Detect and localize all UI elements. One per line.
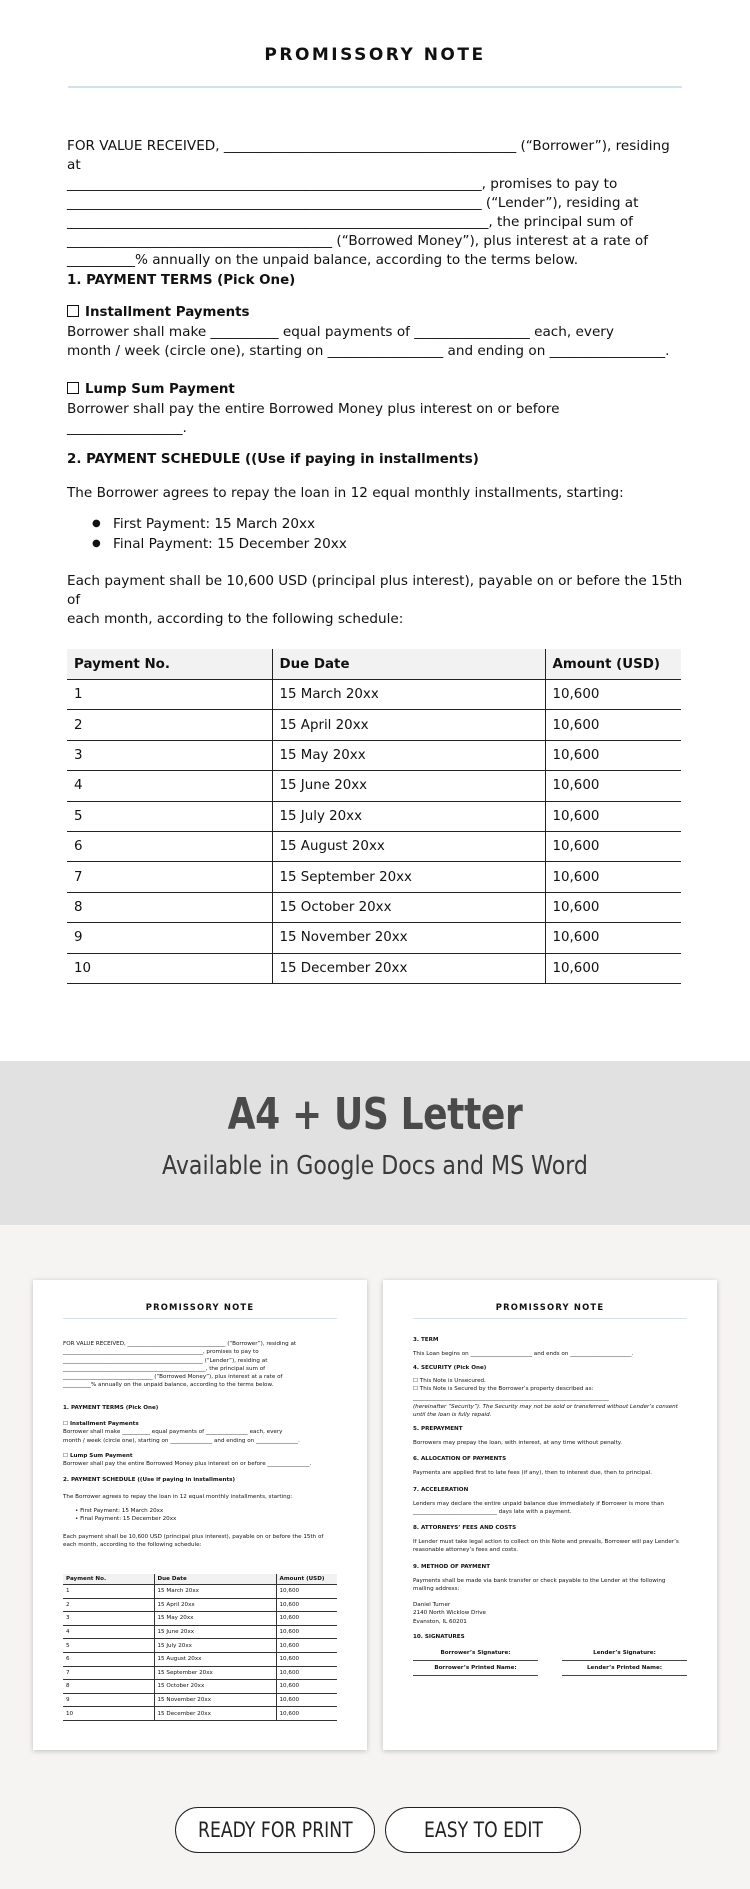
intro-line: _____________________________________________________________ (“Lender”), residing at <box>67 195 639 211</box>
option-label: This Note is Unsecured. <box>419 1378 486 1384</box>
column-header: Payment No. <box>63 1574 154 1585</box>
section-heading: 8. ATTORNEYS’ FEES AND COSTS <box>413 1525 517 1531</box>
option-heading: Installment Payments <box>85 305 250 320</box>
text-line: Each payment shall be 10,600 USD (principal plus interest), payable on or before the 15th of <box>67 573 683 608</box>
option-heading: ☐ Installment Payments <box>63 1421 139 1427</box>
table-cell: 15 November 20xx <box>272 923 545 953</box>
table-cell: 5 <box>63 1639 154 1653</box>
table-cell: 10 <box>67 953 272 983</box>
text-line: reasonable attorney’s fees and costs. <box>413 1547 519 1554</box>
document-title: PROMISSORY NOTE <box>264 45 486 65</box>
option-line: ☐ This Note is Unsecured. <box>413 1378 486 1384</box>
table-row <box>63 1585 337 1599</box>
section-text: This Loan begins on ______________________ and ends on ______________________. <box>413 1351 634 1357</box>
column-header: Amount (USD) <box>276 1574 337 1585</box>
page-preview-1 <box>33 1280 367 1750</box>
table-row <box>67 801 681 831</box>
security-options <box>413 1377 689 1402</box>
table-cell: 8 <box>67 892 272 922</box>
table-cell: 15 December 20xx <box>154 1707 276 1721</box>
table-cell: 2 <box>67 710 272 740</box>
format-banner <box>0 1061 750 1225</box>
signature-line <box>562 1660 687 1661</box>
table-cell: 10,600 <box>276 1585 337 1599</box>
borrower-signature-label: Borrower’s Signature: <box>440 1650 511 1656</box>
column-header: Payment No. <box>67 649 272 680</box>
option-heading: Lump Sum Payment <box>85 382 235 397</box>
lender-signature-label: Lender’s Signature: <box>593 1650 656 1656</box>
table-cell: 15 December 20xx <box>272 953 545 983</box>
table-cell: 10,600 <box>545 710 681 740</box>
text-line: mailing address: <box>413 1586 460 1593</box>
title-divider <box>68 86 682 88</box>
text-line: __________________________________________________ (“Lender”), residing at <box>63 1357 268 1364</box>
text-line: __________% annually on the unpaid balance, according to the terms below. <box>63 1382 274 1389</box>
table-cell: 15 November 20xx <box>154 1693 276 1707</box>
option-installment <box>63 1420 339 1445</box>
table-cell: 10,600 <box>545 831 681 861</box>
option-heading: ☐ Lump Sum Payment <box>63 1453 133 1459</box>
schedule-note <box>63 1533 339 1550</box>
intro-line: ______________________________________________________________, the principal sum of <box>67 214 633 230</box>
column-header: Due Date <box>154 1574 276 1585</box>
section-text <box>413 1577 689 1594</box>
text-line: each month, according to the following schedule: <box>63 1542 202 1549</box>
table-cell: 10,600 <box>276 1693 337 1707</box>
address-line: Daniel Turner <box>413 1602 451 1608</box>
section-text: Borrowers may prepay the loan, with interest, at any time without penalty. <box>413 1440 623 1446</box>
table-row <box>67 771 681 801</box>
section-heading: 2. PAYMENT SCHEDULE ((Use if paying in installments) <box>63 1477 236 1483</box>
table-cell: 6 <box>63 1652 154 1666</box>
table-row <box>67 862 681 892</box>
table-cell: 10,600 <box>545 740 681 770</box>
table-row <box>63 1666 337 1680</box>
option-line: ☐ This Note is Secured by the Borrower’s property described as: <box>413 1386 594 1393</box>
option-label: This Note is Secured by the Borrower’s property described as: <box>419 1386 594 1393</box>
table-cell: 15 April 20xx <box>154 1598 276 1612</box>
payment-schedule-table <box>67 649 681 984</box>
ready-for-print-button[interactable] <box>175 1807 375 1853</box>
table-row <box>63 1680 337 1694</box>
table-cell: 10,600 <box>276 1598 337 1612</box>
table-cell: 3 <box>67 740 272 770</box>
section-text <box>413 1538 689 1555</box>
table-cell: 2 <box>63 1598 154 1612</box>
table-cell: 10,600 <box>545 801 681 831</box>
lump-sum-text: Borrower shall pay the entire Borrowed Money plus interest on or before _________________. <box>67 401 560 436</box>
bullet-text: First Payment: 15 March 20xx <box>80 1508 164 1514</box>
table-cell: 7 <box>67 862 272 892</box>
intro-line: __________% annually on the unpaid balance, according to the terms below. <box>67 252 579 268</box>
title-divider <box>63 1318 337 1319</box>
text-line: Each payment shall be 10,600 USD (principal plus interest), payable on or before the 15th of <box>63 1534 324 1540</box>
table-row <box>63 1693 337 1707</box>
table-cell: 7 <box>63 1666 154 1680</box>
table-row <box>67 831 681 861</box>
table-cell: 15 October 20xx <box>154 1680 276 1694</box>
table-cell: 10,600 <box>545 923 681 953</box>
intro-line: _____________________________________________________________, promises to pay to <box>67 176 618 192</box>
table-cell: 1 <box>67 680 272 710</box>
table-row <box>63 1639 337 1653</box>
table-cell: 9 <box>67 923 272 953</box>
table-cell: 10 <box>63 1707 154 1721</box>
column-header: Amount (USD) <box>545 649 681 680</box>
text-line: (hereinafter “Security”). The Security may not be sold or transferred without Lender’s consent <box>413 1404 678 1410</box>
table-cell: 10,600 <box>276 1680 337 1694</box>
text-line: ___________________________________________________, the principal sum of <box>63 1365 266 1372</box>
table-cell: 1 <box>63 1585 154 1599</box>
borrower-name-label: Borrower’s Printed Name: <box>434 1665 517 1671</box>
intro-line: FOR VALUE RECEIVED, ___________________________________________ (“Borrower”), residing at <box>67 138 670 173</box>
title-divider <box>413 1318 687 1319</box>
list-item: ● First Payment: 15 March 20xx <box>92 514 347 534</box>
table-cell: 10,600 <box>276 1652 337 1666</box>
option-lump-sum <box>67 382 235 397</box>
schedule-intro: The Borrower agrees to repay the loan in 12 equal monthly installments, starting: <box>67 485 624 501</box>
text-line: ______________________________ days late with a payment. <box>413 1509 572 1516</box>
list-item: ● Final Payment: 15 December 20xx <box>92 534 347 554</box>
table-row <box>63 1625 337 1639</box>
preview-intro <box>63 1340 339 1390</box>
text-line: Borrower shall make __________ equal payments of _________________ each, every <box>67 324 614 340</box>
mailing-address <box>413 1601 689 1626</box>
table-row <box>67 892 681 922</box>
preview-title: PROMISSORY NOTE <box>495 1302 605 1312</box>
table-cell: 9 <box>63 1693 154 1707</box>
text-line: month / week (circle one), starting on _________________ and ending on _________________. <box>67 343 670 359</box>
table-row <box>63 1612 337 1626</box>
address-line: Evanston, IL 60201 <box>413 1618 467 1625</box>
table-cell: 10,600 <box>545 771 681 801</box>
table-cell: 15 September 20xx <box>154 1666 276 1680</box>
text-line: __________________________________________________, promises to pay to <box>63 1349 259 1356</box>
section-heading: 5. PREPAYMENT <box>413 1426 463 1432</box>
table-cell: 15 July 20xx <box>272 801 545 831</box>
table-cell: 15 June 20xx <box>272 771 545 801</box>
schedule-note <box>67 572 683 629</box>
table-cell: 10,600 <box>276 1612 337 1626</box>
table-cell: 15 September 20xx <box>272 862 545 892</box>
section-heading: 6. ALLOCATION OF PAYMENTS <box>413 1456 507 1462</box>
section-heading: 10. SIGNATURES <box>413 1634 465 1640</box>
section-text <box>413 1500 689 1517</box>
checkbox-icon[interactable] <box>67 382 79 394</box>
bullet-text: Final Payment: 15 December 20xx <box>80 1516 177 1523</box>
table-row <box>67 953 681 983</box>
table-cell: 6 <box>67 831 272 861</box>
section-heading: 1. PAYMENT TERMS (Pick One) <box>67 273 296 288</box>
lender-name-label: Lender’s Printed Name: <box>586 1665 663 1671</box>
table-cell: 10,600 <box>276 1639 337 1653</box>
table-row <box>67 710 681 740</box>
table-cell: 10,600 <box>276 1625 337 1639</box>
signature-line <box>413 1675 538 1676</box>
intro-line: _______________________________________ (“Borrowed Money”), plus interest at a rate of <box>67 233 648 249</box>
table-cell: 5 <box>67 801 272 831</box>
banner-heading: A4 + US Letter <box>227 1089 523 1140</box>
text-line: If Lender must take legal action to collect on this Note and prevails, Borrower will pay Lender’s <box>413 1539 679 1545</box>
table-row <box>67 923 681 953</box>
table-cell: 15 August 20xx <box>272 831 545 861</box>
text-line: each month, according to the following schedule: <box>67 611 404 627</box>
list-item: • Final Payment: 15 December 20xx <box>75 1516 177 1523</box>
table-cell: 15 July 20xx <box>154 1639 276 1653</box>
installment-text <box>67 323 683 361</box>
table-cell: 4 <box>67 771 272 801</box>
text-line: FOR VALUE RECEIVED, ___________________________________ (“Borrower”), residing at <box>63 1341 297 1347</box>
text-line: Borrower shall make __________ equal payments of _______________ each, every <box>63 1429 283 1436</box>
table-row <box>67 680 681 710</box>
option-lump-sum <box>63 1452 339 1469</box>
schedule-intro: The Borrower agrees to repay the loan in 12 equal monthly installments, starting: <box>63 1494 293 1500</box>
checkbox-icon[interactable] <box>67 305 79 317</box>
signature-line <box>562 1675 687 1676</box>
table-row <box>63 1598 337 1612</box>
blank-line: ______________________________________________________________________ <box>413 1394 609 1401</box>
table-cell: 3 <box>63 1612 154 1626</box>
text-line: ________________________________ (“Borrowed Money”), plus interest at a rate of <box>63 1374 283 1381</box>
option-label: Lump Sum Payment <box>69 1453 133 1459</box>
table-cell: 10,600 <box>276 1707 337 1721</box>
table-cell: 10,600 <box>276 1666 337 1680</box>
text-line: Payments shall be made via bank transfer or check payable to the Lender at the following <box>413 1578 666 1584</box>
address-line: 2140 North Wicklow Drive <box>413 1610 486 1617</box>
section-heading: 2. PAYMENT SCHEDULE ((Use if paying in installments) <box>67 452 479 467</box>
table-cell: 15 May 20xx <box>272 740 545 770</box>
page-preview-2 <box>383 1280 717 1750</box>
security-note <box>413 1403 689 1420</box>
intro-paragraph <box>67 137 683 270</box>
preview-schedule-table <box>63 1574 337 1721</box>
table-cell: 15 June 20xx <box>154 1625 276 1639</box>
table-cell: 15 May 20xx <box>154 1612 276 1626</box>
table-row <box>63 1707 337 1721</box>
payment-bullets <box>75 1507 351 1524</box>
table-header-row <box>63 1574 337 1585</box>
table-cell: 10,600 <box>545 862 681 892</box>
table-cell: 15 October 20xx <box>272 892 545 922</box>
table-cell: 15 August 20xx <box>154 1652 276 1666</box>
option-installment <box>67 305 249 320</box>
table-cell: 15 April 20xx <box>272 710 545 740</box>
table-cell: 10,600 <box>545 680 681 710</box>
banner-subheading: Available in Google Docs and MS Word <box>162 1151 588 1181</box>
text-line: until the loan is fully repaid. <box>413 1412 492 1419</box>
table-header-row <box>67 649 681 680</box>
preview-section <box>0 1225 750 1889</box>
payment-bullets <box>92 514 347 554</box>
preview-title: PROMISSORY NOTE <box>145 1302 255 1312</box>
table-cell: 15 March 20xx <box>154 1585 276 1599</box>
table-cell: 8 <box>63 1680 154 1694</box>
button-label: EASY TO EDIT <box>423 1818 543 1842</box>
section-heading: 3. TERM <box>413 1337 439 1343</box>
text-line: Lenders may declare the entire unpaid balance due immediately if Borrower is more than <box>413 1501 664 1507</box>
section-text: Payments are applied first to late fees (if any), then to interest due, then to principal. <box>413 1470 652 1476</box>
section-heading: 1. PAYMENT TERMS (Pick One) <box>63 1405 159 1411</box>
text-line: month / week (circle one), starting on _______________ and ending on _______________. <box>63 1437 300 1444</box>
table-cell: 10,600 <box>545 953 681 983</box>
section-heading: 4. SECURITY (Pick One) <box>413 1365 487 1371</box>
table-row <box>63 1652 337 1666</box>
button-label: READY FOR PRINT <box>197 1818 353 1842</box>
option-label: Installment Payments <box>69 1421 139 1427</box>
column-header: Due Date <box>272 649 545 680</box>
table-row <box>67 740 681 770</box>
section-heading: 9. METHOD OF PAYMENT <box>413 1564 491 1570</box>
signature-line <box>413 1660 538 1661</box>
table-cell: 15 March 20xx <box>272 680 545 710</box>
list-item: • First Payment: 15 March 20xx <box>75 1508 164 1514</box>
table-cell: 4 <box>63 1625 154 1639</box>
table-cell: 10,600 <box>545 892 681 922</box>
easy-to-edit-button[interactable] <box>385 1807 581 1853</box>
text-line: Borrower shall pay the entire Borrowed Money plus interest on or before _______________. <box>63 1461 312 1468</box>
section-heading: 7. ACCELERATION <box>413 1487 469 1493</box>
